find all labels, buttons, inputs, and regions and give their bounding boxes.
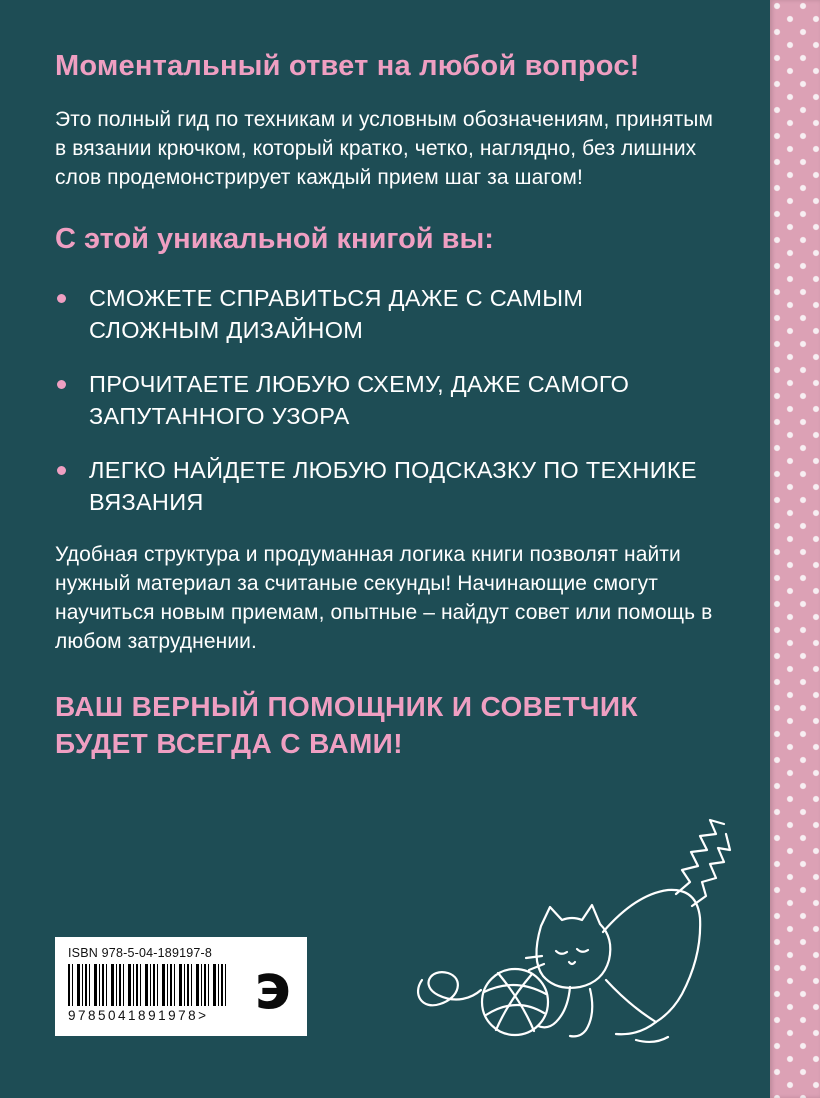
bullet-item — [55, 283, 705, 346]
bullet-text: СМОЖЕТЕ СПРАВИТЬСЯ ДАЖЕ С САМЫМ СЛОЖНЫМ ДИЗАЙНОМ — [89, 285, 584, 343]
polka-dot-fabric-strip — [770, 0, 820, 1098]
barcode-panel — [55, 937, 307, 1036]
bullet-dot-icon — [57, 466, 66, 475]
kitten-with-yarn-icon — [410, 810, 770, 1070]
bullet-dot-icon — [57, 294, 66, 303]
bullet-text: ЛЕГКО НАЙДЕТЕ ЛЮБУЮ ПОДСКАЗКУ ПО ТЕХНИКЕ ВЯЗАНИЯ — [89, 457, 697, 515]
closing-line-1: ВАШ ВЕРНЫЙ ПОМОЩНИК И СОВЕТЧИК — [55, 691, 638, 723]
bullet-text: ПРОЧИТАЕТЕ ЛЮБУЮ СХЕМУ, ДАЖЕ САМОГО ЗАПУТАННОГО УЗОРА — [89, 371, 630, 429]
barcode-bars — [68, 964, 226, 1006]
feature-bullet-list — [55, 283, 737, 518]
cat-tail — [676, 820, 724, 894]
yarn-thread — [418, 972, 481, 1005]
subhead: С этой уникальной книгой вы: — [55, 223, 494, 256]
back-cover-text-block — [55, 50, 737, 763]
eksmo-publisher-logo-icon: э — [254, 949, 291, 1023]
cat-head — [536, 905, 610, 988]
body-paragraph: Удобная структура и продуманная логика книги позволят найти нужный материал за считаные секунды! Начинающие смогут научиться новым приемам, опытные – найдут совет или помощь в любом затруднении. — [55, 543, 713, 653]
barcode-number: 9785041891978> — [68, 1008, 209, 1023]
intro-paragraph: Это полный гид по техникам и условным обозначениям, принятым в вязании крючком, который кратко, четко, наглядно, без лишних слов продемонстрирует каждый прием шаг за шагом! — [55, 108, 714, 189]
bullet-dot-icon — [57, 380, 66, 389]
cat-body — [603, 890, 700, 1022]
closing-line-2: БУДЕТ ВСЕГДА С ВАМИ! — [55, 728, 403, 760]
isbn-text: ISBN 978-5-04-189197-8 — [68, 946, 213, 960]
headline: Моментальный ответ на любой вопрос! — [55, 50, 640, 82]
bullet-item — [55, 455, 705, 518]
closing-slogan — [55, 689, 737, 763]
bullet-item — [55, 369, 705, 432]
